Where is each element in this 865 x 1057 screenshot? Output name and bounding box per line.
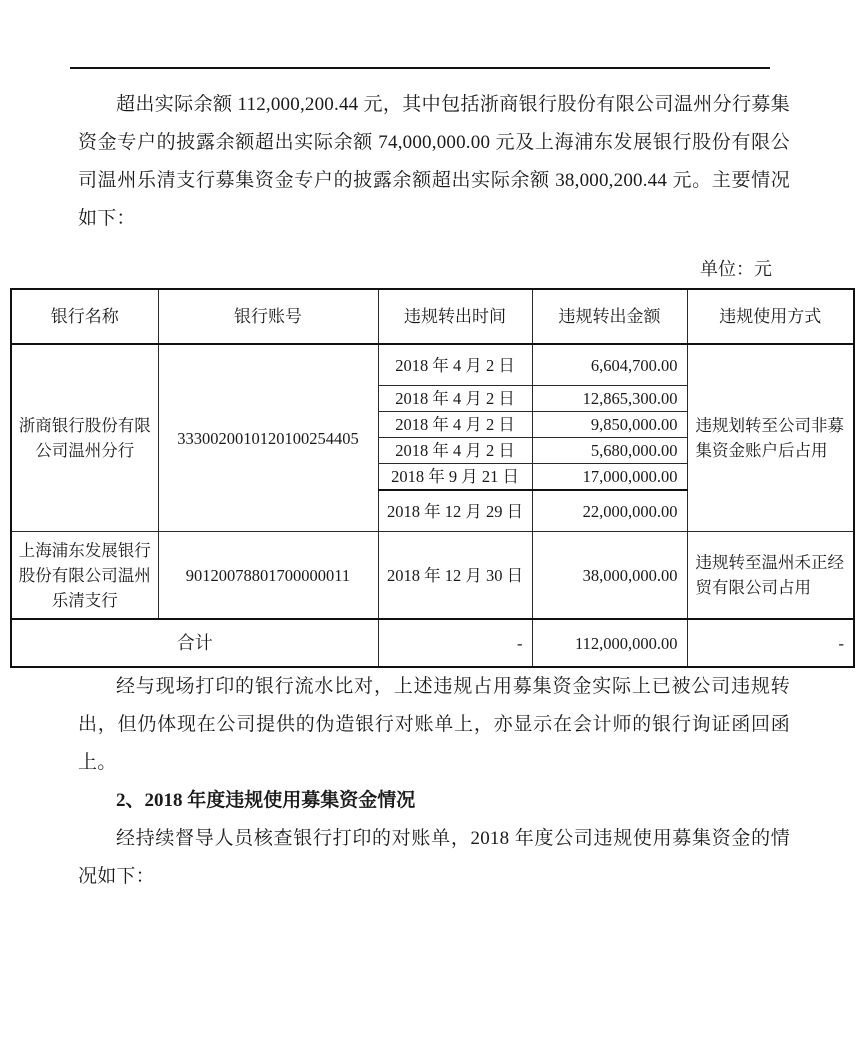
cell-amount: 22,000,000.00: [532, 490, 687, 532]
header-usage-method: 违规使用方式: [687, 289, 854, 344]
table-header-row: [11, 289, 854, 344]
table-row: [11, 344, 854, 386]
cell-bank-name-1: 浙商银行股份有限公司温州分行: [11, 344, 158, 532]
illegal-transfer-table: [10, 288, 855, 668]
paragraph-last: 经持续督导人员核查银行打印的对账单，2018 年度公司违规使用募集资金的情况如下：: [78, 828, 790, 887]
section-heading: 2、2018 年度违规使用募集资金情况: [116, 790, 416, 811]
cell-bank-account-2: 90120078801700000011: [158, 532, 378, 620]
unit-note: 单位：元: [700, 259, 772, 279]
cell-usage-2: 违规转至温州禾正经贸有限公司占用: [687, 532, 854, 620]
table-total-row: [11, 619, 854, 667]
header-bank-name: 银行名称: [11, 289, 158, 344]
cell-usage-1: 违规划转至公司非募集资金账户后占用: [687, 344, 854, 532]
paragraph-intro: 超出实际余额 112,000,200.44 元，其中包括浙商银行股份有限公司温州分行募集资金专户的披露余额超出实际余额 74,000,000.00 元及上海浦东发展银行股份有限公司温州乐清支行募集资金专户的披露余额超出实际余额 38,000,200.44 元。主要情况如下：: [78, 94, 790, 229]
cell-date: 2018 年 9 月 21 日: [378, 464, 532, 491]
cell-date: 2018 年 4 月 2 日: [378, 438, 532, 464]
cell-total-date-dash: -: [378, 619, 532, 667]
cell-date: 2018 年 12 月 29 日: [378, 490, 532, 532]
cell-date: 2018 年 4 月 2 日: [378, 412, 532, 438]
paragraph-after-table: 经与现场打印的银行流水比对，上述违规占用募集资金实际上已被公司违规转出，但仍体现在公司提供的伪造银行对账单上，亦显示在会计师的银行询证函回函上。: [78, 676, 790, 773]
table-header: [11, 289, 854, 344]
cell-total-label: 合计: [11, 619, 378, 667]
document-content: [18, 86, 844, 896]
cell-amount: 5,680,000.00: [532, 438, 687, 464]
cell-amount: 17,000,000.00: [532, 464, 687, 491]
cell-bank-account-1: 3330020010120100254405: [158, 344, 378, 532]
header-bank-account: 银行账号: [158, 289, 378, 344]
page-top-rule: [70, 67, 770, 69]
cell-date: 2018 年 4 月 2 日: [378, 344, 532, 386]
table-body: [11, 344, 854, 667]
header-transfer-amount: 违规转出金额: [532, 289, 687, 344]
cell-total-usage-dash: -: [687, 619, 854, 667]
table-row: [11, 532, 854, 620]
cell-bank-name-2: 上海浦东发展银行股份有限公司温州乐清支行: [11, 532, 158, 620]
cell-amount: 9,850,000.00: [532, 412, 687, 438]
cell-amount: 38,000,000.00: [532, 532, 687, 620]
header-transfer-time: 违规转出时间: [378, 289, 532, 344]
cell-total-amount: 112,000,000.00: [532, 619, 687, 667]
cell-date: 2018 年 12 月 30 日: [378, 532, 532, 620]
cell-date: 2018 年 4 月 2 日: [378, 386, 532, 412]
cell-amount: 6,604,700.00: [532, 344, 687, 386]
cell-amount: 12,865,300.00: [532, 386, 687, 412]
